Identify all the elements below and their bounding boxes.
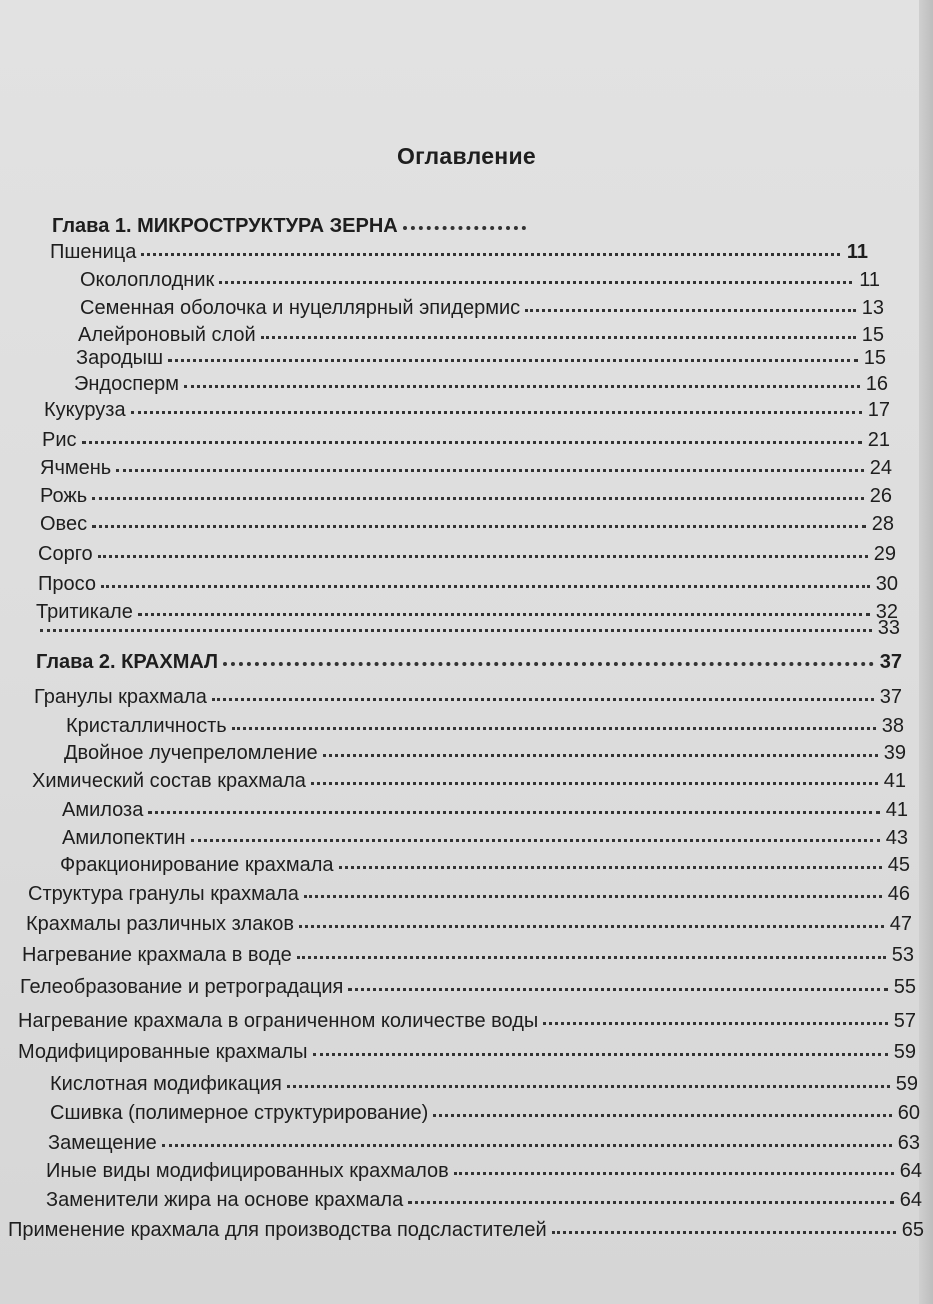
page-number: 63 [897, 1132, 920, 1154]
toc-entry: Химический состав крахмала 41 [32, 770, 906, 792]
page-number: 46 [887, 883, 910, 905]
toc-chapter-2 [36, 650, 902, 674]
toc-entry: Заменители жира на основе крахмала 64 [46, 1189, 922, 1211]
toc-entry: Применение крахмала для производства подсластителей 65 [8, 1219, 924, 1241]
page-number: 26 [869, 485, 892, 507]
page-number: 65 [901, 1219, 924, 1241]
page-edge [919, 0, 933, 1304]
toc-entry: Рожь 26 [40, 485, 892, 507]
page-number: 64 [899, 1189, 922, 1211]
page-number: 57 [893, 1010, 916, 1032]
toc-entry: Тритикале 32 [36, 601, 898, 623]
toc-entry: Эндосперм 16 [74, 373, 888, 395]
chapter-1-label: Глава 1. МИКРОСТРУКТУРА ЗЕРНА [52, 215, 398, 237]
page-number: 11 [846, 241, 868, 263]
toc-entry: Сорго 29 [38, 543, 896, 565]
toc-entry: Гелеобразование и ретроградация 55 [20, 976, 916, 998]
page-number: 15 [863, 347, 886, 369]
toc-entry: Овес 28 [40, 513, 894, 535]
toc-chapter-1 [52, 214, 532, 238]
toc-entry: Кукуруза 17 [44, 399, 890, 421]
toc-entry: Фракционирование крахмала 45 [60, 854, 910, 876]
page-number: 64 [899, 1160, 922, 1182]
page-number: 11 [859, 269, 880, 291]
page-number: 38 [881, 715, 904, 737]
page-number: 33 [877, 617, 900, 639]
toc-entry: Двойное лучепреломление 39 [64, 742, 906, 764]
leader-dots [223, 660, 874, 666]
page-number: 43 [885, 827, 908, 849]
toc-entry: Просо 30 [38, 573, 898, 595]
page-number: 32 [875, 601, 898, 623]
page-number: 60 [897, 1102, 920, 1124]
page-number: 17 [867, 399, 890, 421]
page-number: 37 [879, 651, 902, 673]
toc-entry: Сшивка (полимерное структурирование) 60 [50, 1102, 920, 1124]
toc-entry: Алейроновый слой 15 [78, 324, 884, 346]
page-number: 59 [893, 1041, 916, 1063]
page-number: 15 [861, 324, 884, 346]
toc-entry: Семенная оболочка и нуцеллярный эпидермис 13 [80, 297, 884, 319]
chapter-2-label: Глава 2. КРАХМАЛ [36, 651, 219, 673]
toc-entry: Амилопектин 43 [62, 827, 908, 849]
page-number: 53 [891, 944, 914, 966]
toc-entry: Нагревание крахмала в ограниченном количестве воды 57 [18, 1010, 916, 1032]
toc-entry: Кристалличность 38 [66, 715, 904, 737]
page-number: 24 [869, 457, 892, 479]
toc-entry: Кислотная модификация 59 [50, 1073, 918, 1095]
page-number: 29 [873, 543, 896, 565]
toc-entry: Нагревание крахмала в воде 53 [22, 944, 914, 966]
page-number: 39 [883, 742, 906, 764]
toc-entry: Ячмень 24 [40, 457, 892, 479]
toc-entry: Околоплодник 11 [80, 269, 880, 291]
toc-entry: Амилоза 41 [62, 799, 908, 821]
toc-entry: Зародыш 15 [76, 347, 886, 369]
page-number: 13 [861, 297, 884, 319]
toc-entry: Замещение 63 [48, 1132, 920, 1154]
toc-entry: Крахмалы различных злаков 47 [26, 913, 912, 935]
page-number: 41 [883, 770, 906, 792]
toc-entry: Гранулы крахмала 37 [34, 686, 902, 708]
toc-entry: Структура гранулы крахмала 46 [28, 883, 910, 905]
leader-dots [40, 627, 872, 632]
page-number: 59 [895, 1073, 918, 1095]
toc-entry: Модифицированные крахмалы 59 [18, 1041, 916, 1063]
page-number: 37 [879, 686, 902, 708]
page-number: 30 [875, 573, 898, 595]
toc-entry: Пшеница 11 [50, 241, 868, 263]
toc-chapter-1-end [40, 616, 900, 640]
page-number: 16 [865, 373, 888, 395]
leader-dots [403, 224, 526, 230]
toc-entry: Рис 21 [42, 429, 890, 451]
page-number: 47 [889, 913, 912, 935]
page-number: 55 [893, 976, 916, 998]
page-number: 45 [887, 854, 910, 876]
page-number: 28 [871, 513, 894, 535]
page-title: Оглавление [396, 143, 537, 169]
page-number: 21 [867, 429, 890, 451]
toc-entry: Иные виды модифицированных крахмалов 64 [46, 1160, 922, 1182]
page-number: 41 [885, 799, 908, 821]
